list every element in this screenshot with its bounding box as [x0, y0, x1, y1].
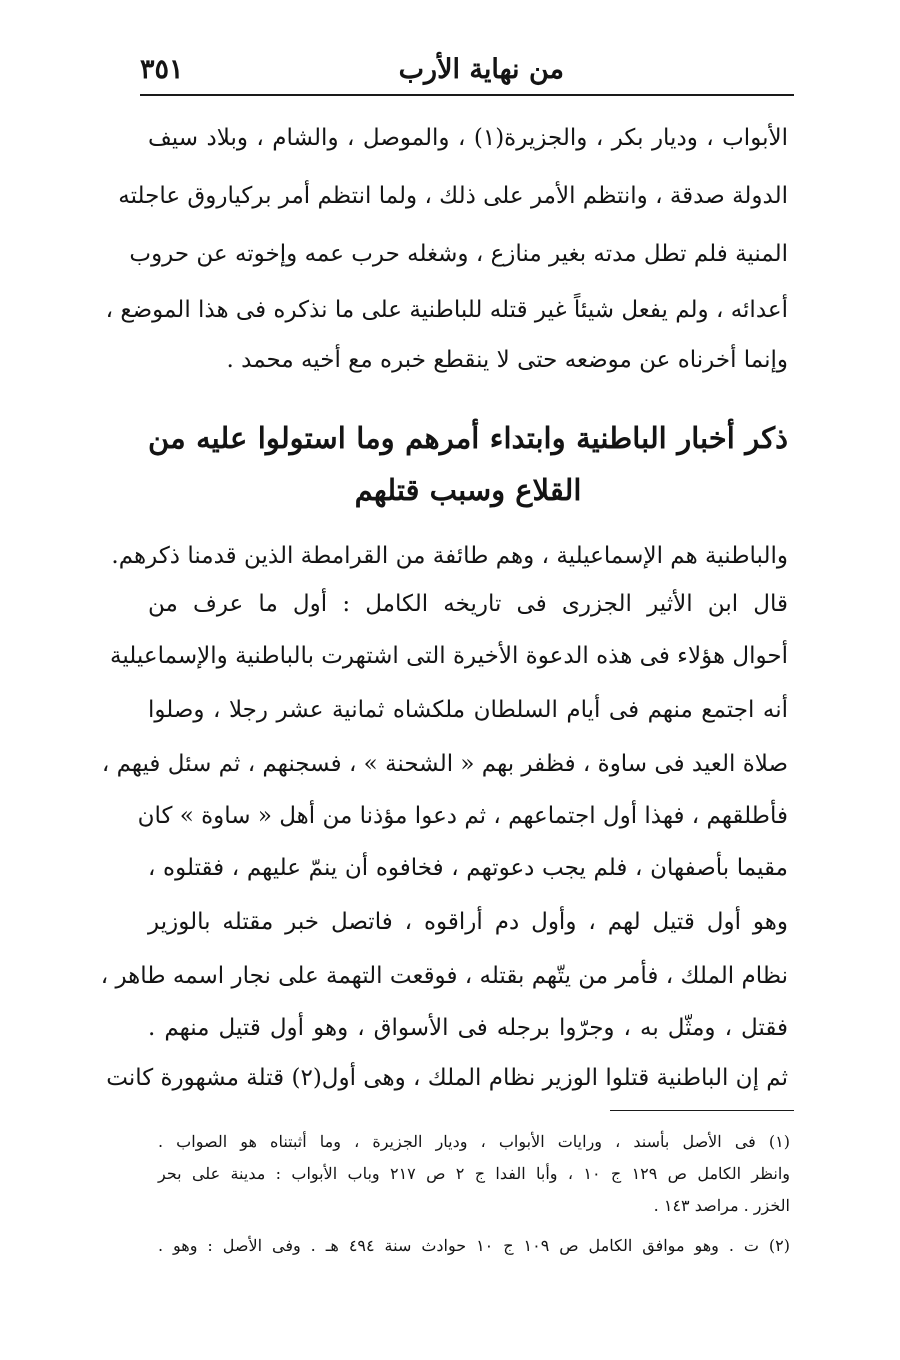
section-heading-line: القلاع وسبب قتلهم — [354, 473, 582, 507]
body-line: الدولة صدقة ، وانتظم الأمر على ذلك ، ولما انتظم أمر بركياروق عاجلته — [118, 183, 788, 209]
body-line: فقتل ، ومثّل به ، وجرّوا برجله فى الأسواق ، وهو أول قتيل منهم . — [148, 1015, 788, 1041]
footnote-line: الخزر . مراصد ١٤٣ . — [653, 1196, 790, 1215]
body-line: صلاة العيد فى ساوة ، فظفر بهم « الشحنة » ، فسجنهم ، ثم سئل فيهم ، — [101, 751, 788, 777]
page-number: ٣٥١ — [140, 54, 184, 85]
footnote-line: (٢) ت . وهو موافق الكامل ص ١٠٩ ج ١٠ حوادث سنة ٤٩٤ هـ . وفى الأصل : وهو . — [158, 1236, 791, 1255]
body-line: وإنما أخرناه عن موضعه حتى لا ينقطع خبره مع أخيه محمد . — [226, 347, 788, 373]
body-line: أعدائه ، ولم يفعل شيئاً غير قتله للباطنية على ما نذكره فى هذا الموضع ، — [105, 297, 788, 323]
body-line: فأطلقهم ، فهذا أول اجتماعهم ، ثم دعوا مؤذنا من أهل « ساوة » كان — [137, 803, 788, 829]
body-line: وهو أول قتيل لهم ، وأول دم أراقوه ، فاتصل خبر مقتله بالوزير — [148, 909, 788, 935]
body-line: نظام الملك ، فأمر من يتّهم بقتله ، فوقعت التهمة على نجار اسمه طاهر ، — [100, 963, 788, 989]
body-line: ثم إن الباطنية قتلوا الوزير نظام الملك ، وهى أول(٢) قتلة مشهورة كانت — [106, 1065, 788, 1091]
running-head-title: من نهاية الأرب — [398, 54, 564, 85]
section-heading-line: ذكر أخبار الباطنية وابتداء أمرهم وما استولوا عليه من — [148, 421, 788, 455]
body-line: قال ابن الأثير الجزرى فى تاريخه الكامل : أول ما عرف من — [148, 591, 788, 617]
body-line: مقيما بأصفهان ، فلم يجب دعوتهم ، فخافوه أن ينمّ عليهم ، فقتلوه ، — [148, 855, 788, 881]
body-line: والباطنية هم الإسماعيلية ، وهم طائفة من القرامطة الذين قدمنا ذكرهم. — [111, 543, 788, 569]
body-line: أحوال هؤلاء فى هذه الدعوة الأخيرة التى اشتهرت بالباطنية والإسماعيلية — [110, 643, 788, 669]
footnote-line: وانظر الكامل ص ١٢٩ ج ١٠ ، وأبا الفدا ج ٢ ص ٢١٧ وباب الأبواب : مدينة على بحر — [158, 1164, 791, 1183]
running-head — [140, 50, 794, 96]
body-line: أنه اجتمع منهم فى أيام السلطان ملكشاه ثمانية عشر رجلا ، وصلوا — [148, 697, 788, 723]
body-line: الأبواب ، وديار بكر ، والجزيرة(١) ، والموصل ، والشام ، وبلاد سيف — [148, 125, 788, 151]
footnote-line: (١) فى الأصل بأسند ، ورايات الأبواب ، وديار الجزيرة ، وما أثبتناه هو الصواب . — [158, 1132, 790, 1151]
body-line: المنية فلم تطل مدته بغير منازع ، وشغله حرب عمه وإخوته عن حروب — [129, 241, 788, 267]
footnote-separator — [610, 1110, 794, 1111]
